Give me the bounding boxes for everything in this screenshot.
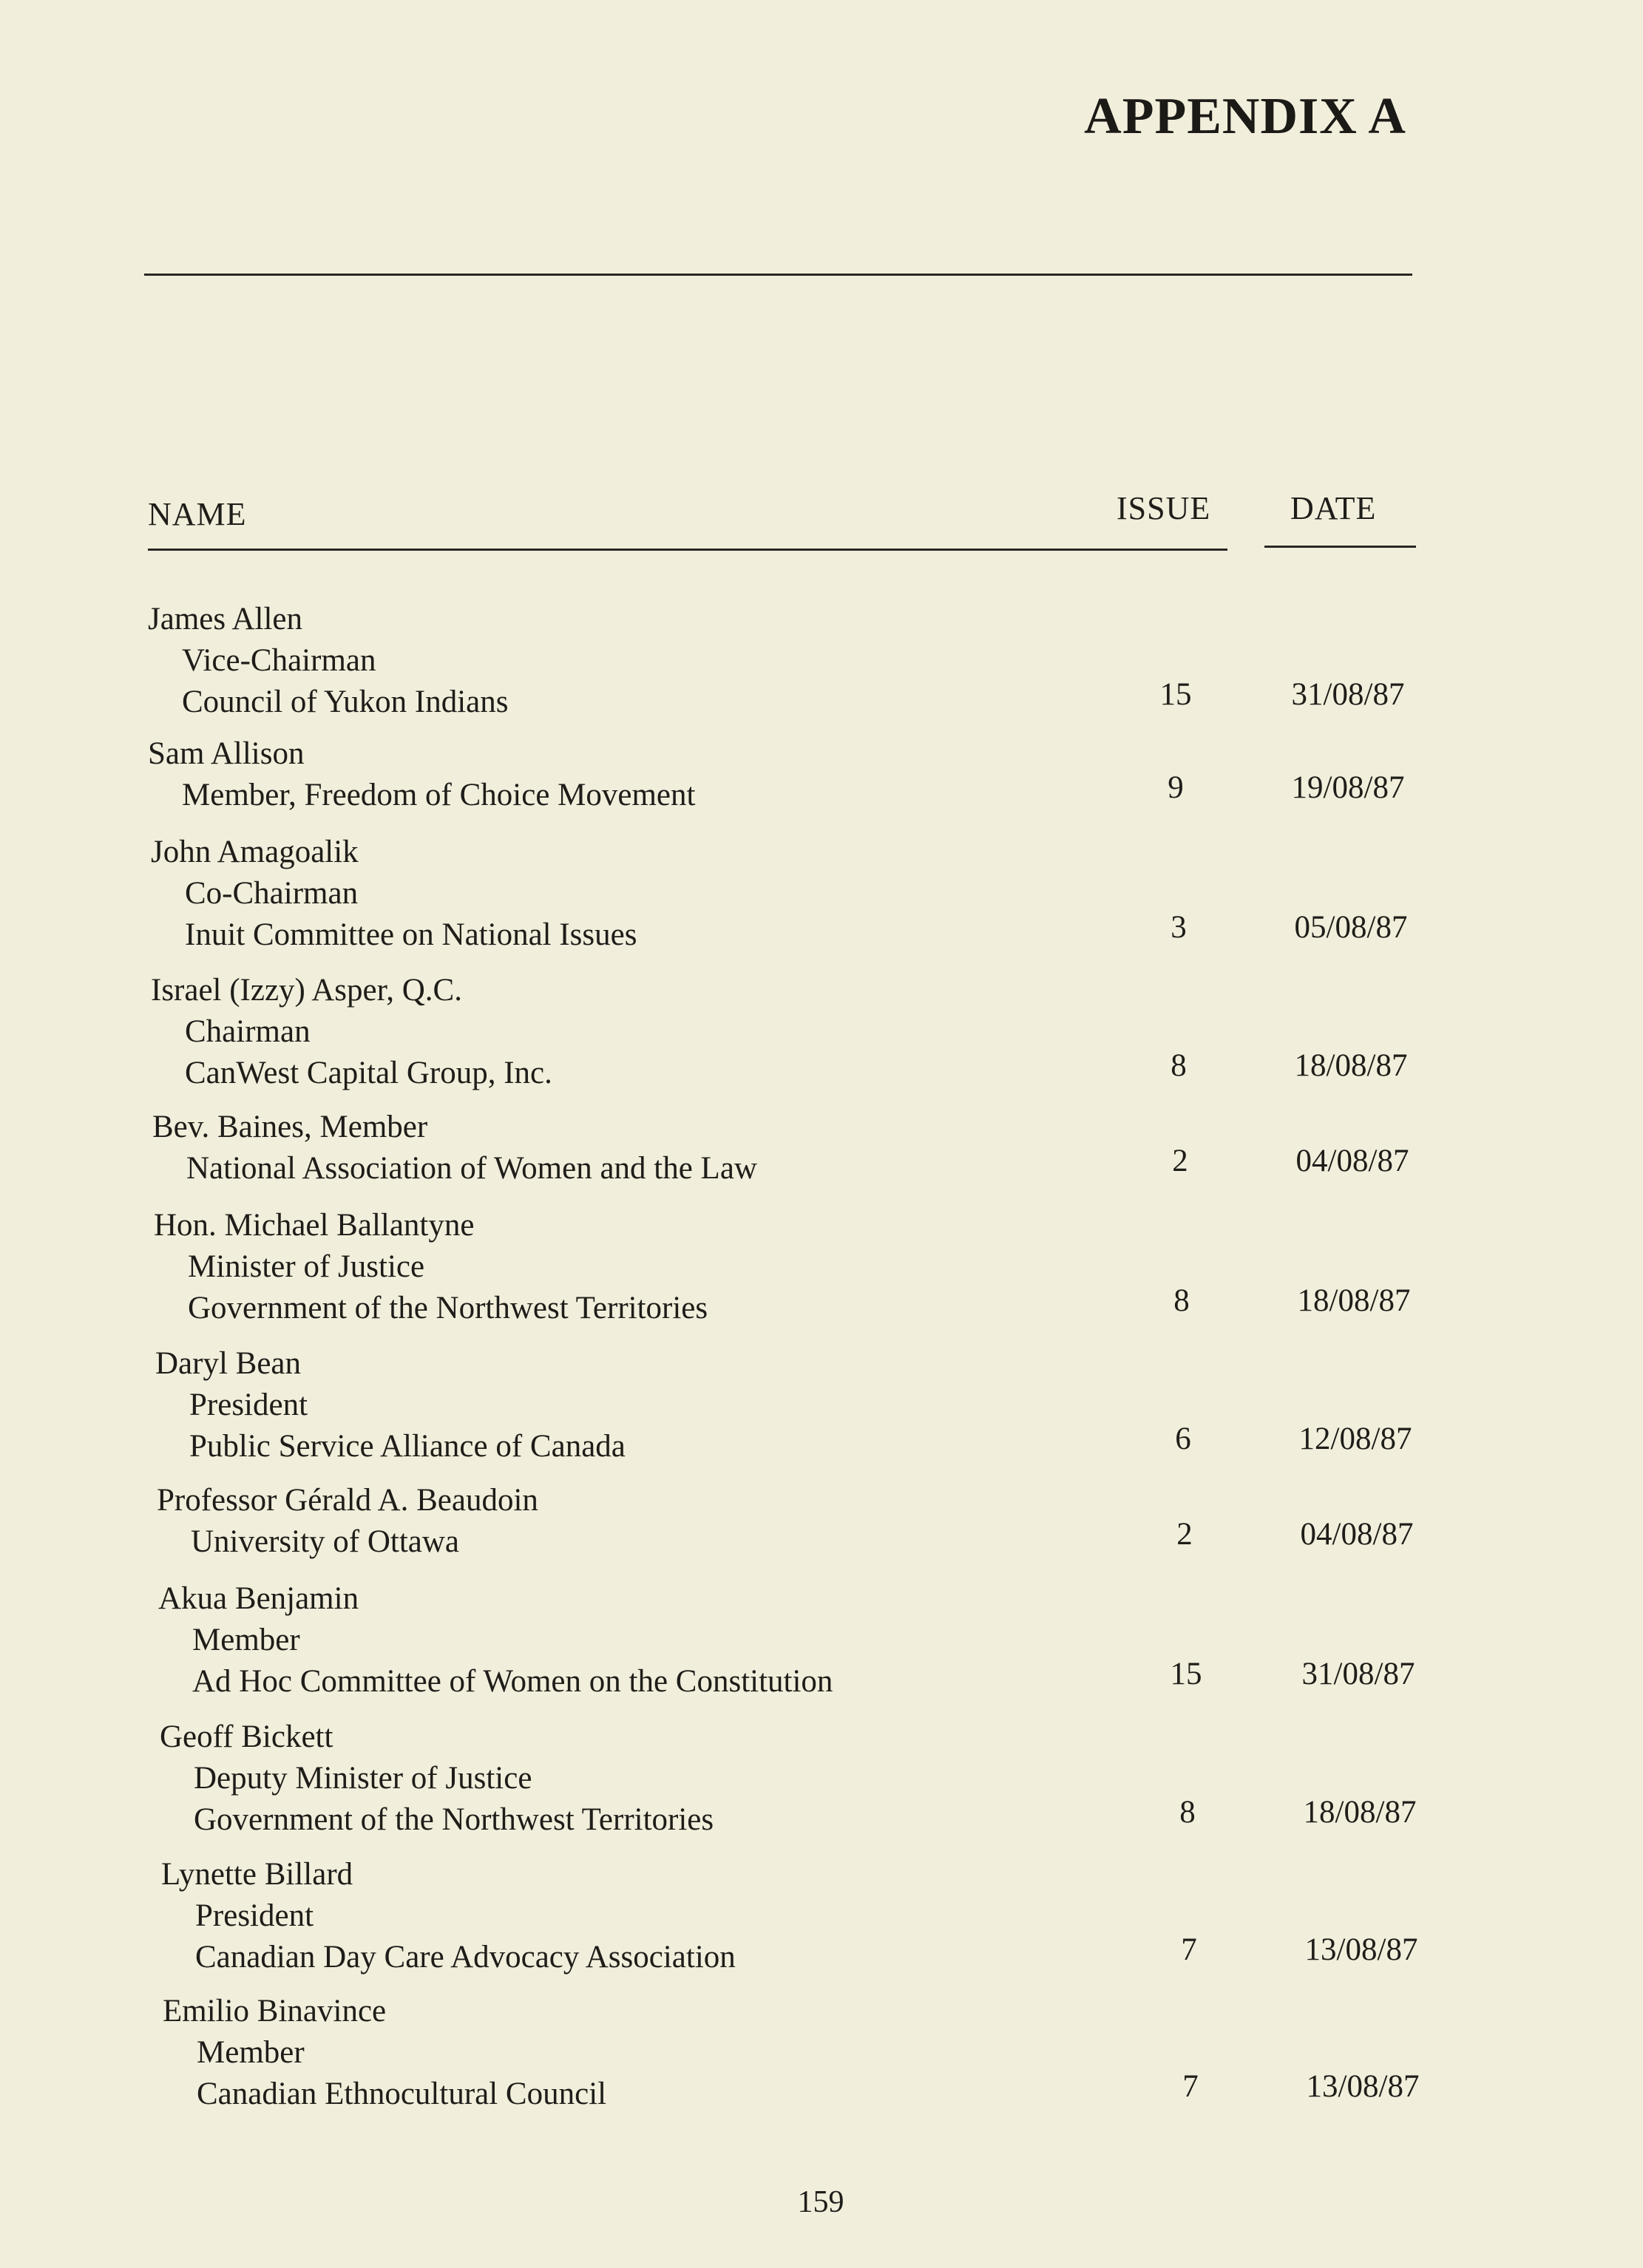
entry-issue: 7 [1181,1932,1197,1967]
page-number: 159 [797,2185,844,2219]
column-header-date: DATE [1290,490,1377,526]
entry-detail: Vice-Chairman [182,643,376,678]
entry-detail: CanWest Capital Group, Inc. [185,1056,552,1090]
entry-detail: Co-Chairman [185,876,359,911]
entry-detail: President [195,1898,314,1933]
entry-name: Israel (Izzy) Asper, Q.C. [151,973,462,1008]
entry-date: 31/08/87 [1301,1657,1415,1691]
entry-name: Bev. Baines, Member [152,1110,428,1144]
entry-date: 12/08/87 [1298,1422,1412,1456]
entry-detail: Government of the Northwest Territories [194,1802,714,1837]
entry-detail: Council of Yukon Indians [182,685,509,719]
entry-name: Daryl Bean [155,1346,302,1381]
entry-detail: Canadian Ethnocultural Council [197,2077,607,2111]
entry-detail: Ad Hoc Committee of Women on the Constitution [192,1664,833,1699]
entry-name: Hon. Michael Ballantyne [154,1208,475,1243]
entry-date: 04/08/87 [1295,1144,1409,1178]
entry-name: Akua Benjamin [158,1581,359,1616]
entry-detail: President [189,1388,308,1422]
entry-name: Emilio Binavince [163,1994,387,2028]
entry-name: Geoff Bickett [160,1719,333,1754]
column-header-issue: ISSUE [1117,490,1211,526]
entry-name: Professor Gérald A. Beaudoin [157,1483,538,1518]
entry-issue: 8 [1173,1283,1190,1318]
entry-detail: University of Ottawa [191,1524,460,1559]
entry-date: 18/08/87 [1294,1048,1408,1083]
entry-date: 05/08/87 [1294,910,1408,945]
entry-date: 18/08/87 [1303,1795,1417,1830]
entry-date: 19/08/87 [1291,770,1405,805]
header-rule-date [1264,546,1416,548]
entry-date: 18/08/87 [1297,1283,1411,1318]
entry-date: 04/08/87 [1300,1517,1414,1552]
header-rule-name [148,549,1227,551]
entry-issue: 2 [1176,1517,1193,1552]
entry-issue: 15 [1170,1657,1202,1691]
entry-name: Lynette Billard [161,1857,353,1892]
page-title: APPENDIX A [1084,88,1406,145]
entry-detail: Member, Freedom of Choice Movement [182,778,696,812]
entry-date: 13/08/87 [1304,1932,1418,1967]
entry-date: 13/08/87 [1306,2069,1420,2104]
entry-issue: 6 [1175,1422,1191,1456]
entry-issue: 2 [1172,1144,1188,1178]
entry-issue: 9 [1168,770,1184,805]
entry-name: Sam Allison [148,736,305,771]
entry-issue: 8 [1171,1048,1187,1083]
entry-detail: Canadian Day Care Advocacy Association [195,1940,736,1975]
entry-detail: Government of the Northwest Territories [188,1291,708,1325]
entry-name: James Allen [148,602,302,636]
entry-detail: Member [197,2035,305,2070]
entry-detail: National Association of Women and the Law [186,1151,757,1186]
entry-detail: Public Service Alliance of Canada [189,1429,626,1464]
entry-detail: Inuit Committee on National Issues [185,917,637,952]
entry-date: 31/08/87 [1291,677,1405,712]
entry-detail: Deputy Minister of Justice [194,1761,532,1796]
entry-name: John Amagoalik [151,835,359,869]
entry-issue: 3 [1171,910,1187,945]
entry-issue: 8 [1179,1795,1196,1830]
entry-detail: Chairman [185,1014,311,1049]
entry-issue: 7 [1182,2069,1199,2104]
entry-detail: Member [192,1623,300,1657]
top-rule [144,274,1412,276]
entry-issue: 15 [1159,677,1192,712]
column-header-name: NAME [148,496,247,532]
entry-detail: Minister of Justice [188,1249,425,1284]
